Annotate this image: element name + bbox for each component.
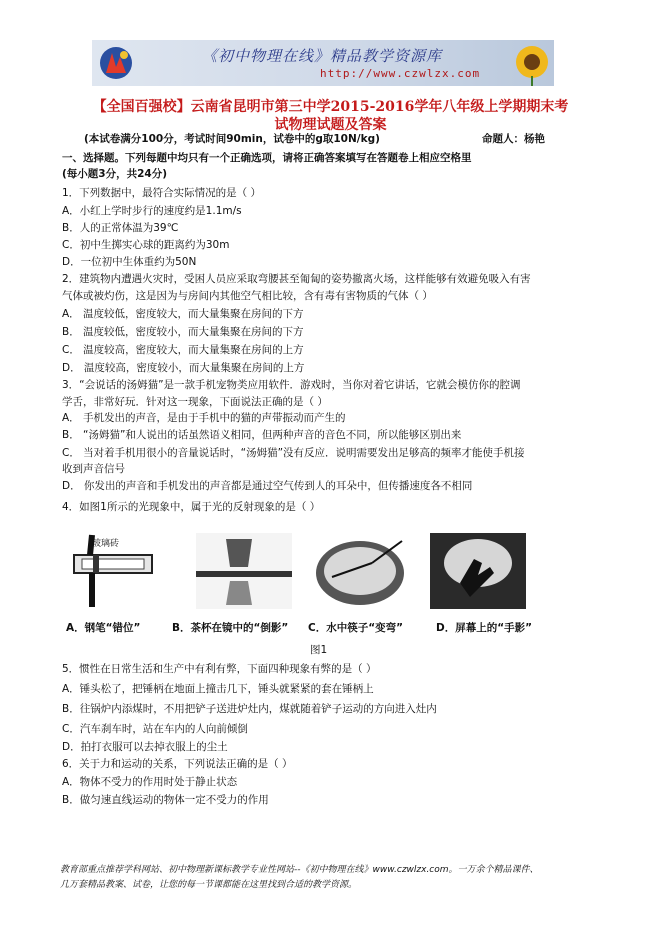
q1-option-d: D．一位初中生体重约为50N (62, 256, 197, 268)
glass-block-label: 玻璃砖 (92, 539, 120, 549)
q2-option-a: A． 温度较低，密度较大，而大量集聚在房间的下方 (62, 308, 304, 320)
q3-stem-line1: 3．“会说话的汤姆猫”是一款手机宠物类应用软件．游戏时，当你对着它讲话，它就会模仿你的腔调 (62, 379, 521, 391)
footer-line1: 教育部重点推荐学科网站、初中物理新课标教学专业性网站--《初中物理在线》www.czwlzx.com。一万余个精品课件、 (60, 865, 539, 875)
sunflower-icon (510, 40, 554, 86)
q6-option-b: B．做匀速直线运动的物体一定不受力的作用 (62, 794, 269, 806)
image-cup-mirror (196, 533, 292, 609)
q2-stem-line2: 气体或被灼伤，这是因为与房间内其他空气相比较，含有毒有害物质的气体（ ） (62, 290, 433, 302)
q3-option-c-line1: C． 当对着手机用很小的音量说话时，“汤姆猫”没有反应．说明需要发出足够高的频率才能使手机接 (62, 447, 525, 459)
q2-option-b: B． 温度较低，密度较小，而大量集聚在房间的下方 (62, 326, 304, 338)
q5-option-a: A．锤头松了，把锤柄在地面上撞击几下，锤头就紧紧的套在锤柄上 (62, 683, 374, 695)
q5-option-b: B．往锅炉内添煤时，不用把铲子送进炉灶内，煤就随着铲子运动的方向进入灶内 (62, 703, 437, 715)
q2-option-c: C． 温度较高，密度较大，而大量集聚在房间的上方 (62, 344, 304, 356)
q6-stem: 6．关于力和运动的关系，下列说法正确的是（ ） (62, 758, 293, 770)
q3-option-d: D． 你发出的声音和手机发出的声音都是通过空气传到人的耳朵中，但传播速度各不相同 (62, 480, 473, 492)
caption-a: A．钢笔“错位” (66, 622, 141, 634)
section-scoring: (每小题3分，共24分) (62, 168, 168, 180)
site-logo-icon (98, 45, 134, 81)
q4-stem: 4．如图1所示的光现象中，属于光的反射现象的是（ ） (62, 501, 321, 513)
q3-stem-line2: 学舌，非常好玩．针对这一现象，下面说法正确的是（ ） (62, 396, 328, 408)
q1-option-c: C．初中生掷实心球的距离约为30m (62, 239, 230, 251)
banner-url[interactable]: http://www.czwlzx.com (320, 67, 481, 80)
figure-label: 图1 (310, 644, 328, 656)
site-banner (92, 40, 554, 86)
image-hand-shadow (430, 533, 526, 609)
q1-stem: 1．下列数据中，最符合实际情况的是（ ） (62, 187, 262, 199)
document-title-line1: 【全国百强校】云南省昆明市第三中学2015-2016学年八年级上学期期末考 (92, 99, 569, 115)
q3-option-b: B． “汤姆猫”和人说出的话虽然语义相同，但两种声音的音色不同，所以能够区别出来 (62, 429, 462, 441)
q1-option-a: A．小红上学时步行的速度约是1.1m/s (62, 205, 242, 217)
caption-c: C．水中筷子“变弯” (308, 622, 404, 634)
exam-author: 命题人：杨艳 (482, 133, 545, 145)
q5-option-c: C．汽车刹车时，站在车内的人向前倾倒 (62, 723, 248, 735)
q6-option-a: A．物体不受力的作用时处于静止状态 (62, 776, 238, 788)
image-pen-through-glass (62, 533, 158, 609)
q5-option-d: D．拍打衣服可以去掉衣服上的尘土 (62, 741, 228, 753)
q5-stem: 5．惯性在日常生活和生产中有利有弊，下面四种现象有弊的是（ ） (62, 663, 377, 675)
document-title-line2: 试物理试题及答案 (274, 117, 387, 133)
caption-b: B．茶杯在镜中的“倒影” (172, 622, 289, 634)
footer-line2: 几万套精品教案、试卷，让您的每一节课都能在这里找到合适的教学资源。 (60, 880, 358, 890)
q2-option-d: D． 温度较高，密度较小，而大量集聚在房间的上方 (62, 362, 305, 374)
q1-option-b: B．人的正常体温为39℃ (62, 222, 179, 234)
caption-d: D．屏幕上的“手影” (436, 622, 533, 634)
image-chopsticks-water (312, 533, 408, 609)
q2-stem-line1: 2．建筑物内遭遇火灾时，受困人员应采取弯腰甚至匍匐的姿势撤离火场，这样能够有效避免吸入有害 (62, 273, 531, 285)
q3-option-a: A． 手机发出的声音，是由于手机中的猫的声带振动而产生的 (62, 412, 346, 424)
q3-option-c-line2: 收到声音信号 (62, 463, 125, 475)
section-heading: 一、选择题。下列每题中均只有一个正确选项，请将正确答案填写在答题卷上相应空格里 (62, 152, 472, 164)
figure-1-images (62, 533, 602, 623)
banner-title: 《初中物理在线》精品教学资源库 (202, 47, 443, 65)
exam-info: (本试卷满分100分，考试时间90min，试卷中的g取10N/kg) (84, 133, 380, 145)
